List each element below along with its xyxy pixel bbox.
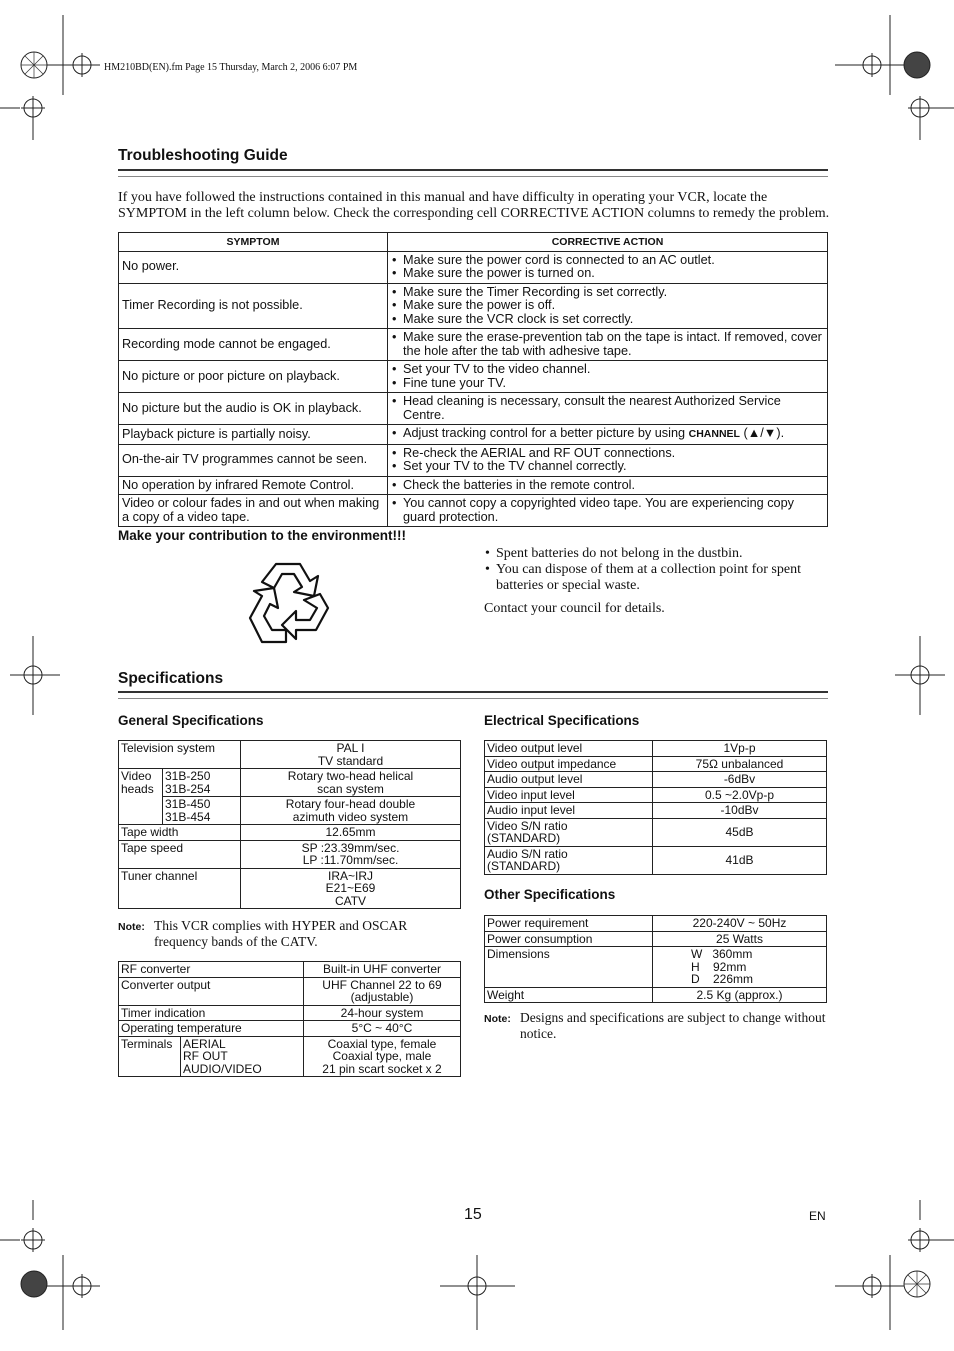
spec-label: Video heads	[119, 769, 163, 825]
other-spec-table	[484, 915, 827, 1003]
table-row	[119, 283, 828, 329]
recycle-icon	[242, 556, 336, 650]
spec-value: 1Vp-p	[653, 741, 827, 757]
file-header: HM210BD(EN).fm Page 15 Thursday, March 2, 2006 6:07 PM	[104, 62, 358, 73]
action-item	[391, 254, 824, 268]
title-rule	[118, 691, 828, 699]
language-code: EN	[809, 1209, 826, 1223]
symptom-cell: Playback picture is partially noisy.	[119, 425, 388, 445]
spec-label: Tuner channel	[119, 868, 241, 909]
table-row	[119, 361, 828, 393]
action-cell	[388, 393, 828, 425]
action-cell	[388, 251, 828, 283]
spec-label: Audio output level	[485, 772, 653, 788]
channel-button-label: CHANNEL	[688, 428, 740, 440]
action-text: Head cleaning is necessary, consult the nearest Authorized Service Centre.	[403, 394, 781, 422]
action-text: Set your TV to the video channel.	[403, 362, 591, 376]
spec-label: Audio input level	[485, 803, 653, 819]
action-item	[391, 313, 824, 327]
table-row	[485, 756, 827, 772]
spec-value: 41dB	[653, 846, 827, 874]
action-text: Adjust tracking control for a better picture by using	[403, 426, 686, 440]
table-row	[119, 476, 828, 495]
spec-value: Coaxial type, female Coaxial type, male 21 pin scart socket x 2	[304, 1036, 461, 1077]
spec-label: RF converter	[119, 962, 304, 978]
action-item	[391, 377, 824, 391]
spec-value: 75Ω unbalanced	[653, 756, 827, 772]
spec-label: Timer indication	[119, 1005, 304, 1021]
spec-label: Dimensions	[485, 947, 653, 988]
note-text: Designs and specifications are subject to change without notice.	[520, 1010, 826, 1041]
action-cell	[388, 495, 828, 527]
general-spec-table	[118, 740, 461, 909]
action-item	[391, 395, 824, 422]
rf-spec-table	[118, 961, 461, 1077]
table-row	[485, 787, 827, 803]
action-text: Make sure the VCR clock is set correctly.	[403, 311, 634, 326]
table-row	[119, 329, 828, 361]
spec-value: 0.5 ~2.0Vp-p	[653, 787, 827, 803]
spec-value: SP :23.39mm/sec. LP :11.70mm/sec.	[241, 840, 461, 868]
action-text: Make sure the power is turned on.	[403, 266, 595, 280]
action-text: You cannot copy a copyrighted video tape. You are experiencing copy guard protection.	[403, 496, 795, 524]
action-cell	[388, 329, 828, 361]
spec-label: Weight	[485, 987, 653, 1003]
action-item	[391, 286, 824, 300]
action-cell	[388, 476, 828, 495]
environment-bullet: • Spent batteries do not belong in the dustbin.	[484, 546, 824, 562]
table-row	[485, 846, 827, 874]
action-item	[391, 331, 824, 358]
table-row	[119, 393, 828, 425]
table-row	[485, 772, 827, 788]
symptom-cell: No picture or poor picture on playback.	[119, 361, 388, 393]
action-item	[391, 479, 824, 493]
spec-value: UHF Channel 22 to 69 (adjustable)	[304, 977, 461, 1005]
environment-title: Make your contribution to the environment!!!	[118, 528, 407, 543]
table-row	[119, 425, 828, 445]
spec-value: Rotary four-head double azimuth video system	[241, 797, 461, 825]
action-item	[391, 299, 824, 313]
spec-label: Converter output	[119, 977, 304, 1005]
other-note	[484, 1010, 829, 1041]
title-rule	[118, 169, 828, 177]
action-text: Check the batteries in the remote control.	[403, 477, 636, 492]
electrical-spec-table	[484, 740, 827, 875]
general-note	[118, 918, 463, 949]
action-item	[391, 267, 824, 281]
action-text: Make sure the power cord is connected to an AC outlet.	[403, 252, 715, 267]
symptom-cell: No operation by infrared Remote Control.	[119, 476, 388, 495]
symptom-cell: Video or colour fades in and out when making a copy of a video tape.	[119, 495, 388, 527]
spec-label: Tape width	[119, 825, 241, 841]
action-item	[391, 460, 824, 474]
table-row	[485, 818, 827, 846]
symptom-cell: On-the-air TV programmes cannot be seen.	[119, 444, 388, 476]
symptom-cell: Timer Recording is not possible.	[119, 283, 388, 329]
spec-label: Video S/N ratio (STANDARD)	[485, 818, 653, 846]
table-row	[119, 251, 828, 283]
action-text: Set your TV to the TV channel correctly.	[403, 459, 627, 473]
environment-bullet: • You can dispose of them at a collection point for spent batteries or special waste.	[484, 562, 824, 594]
action-cell	[388, 444, 828, 476]
electrical-spec-title: Electrical Specifications	[484, 713, 640, 728]
note-text: This VCR complies with HYPER and OSCAR frequency bands of the CATV.	[154, 918, 408, 949]
spec-model: 31B-250 31B-254	[163, 769, 241, 797]
other-spec-title: Other Specifications	[484, 887, 616, 902]
spec-label: Video input level	[485, 787, 653, 803]
troubleshooting-intro: If you have followed the instructions contained in this manual and have difficulty in operating your VCR, locate the SYMPTOM in the left column below. Check the corresponding cell CORRECTIVE ACTION columns to remedy the problem.	[118, 190, 830, 221]
action-cell	[388, 361, 828, 393]
action-item	[391, 447, 824, 461]
spec-value: IRA~IRJ E21~E69 CATV	[241, 868, 461, 909]
spec-value: W 360mm H 92mm D 226mm	[653, 947, 827, 988]
spec-value: 220-240V ~ 50Hz	[653, 916, 827, 932]
table-row	[119, 444, 828, 476]
action-text: Make sure the power is off.	[403, 298, 556, 312]
spec-label: Power requirement	[485, 916, 653, 932]
spec-label: Audio S/N ratio (STANDARD)	[485, 846, 653, 874]
channel-arrows: (▲/▼).	[739, 426, 785, 440]
column-header-action: CORRECTIVE ACTION	[388, 233, 828, 252]
environment-contact: Contact your council for details.	[484, 601, 665, 616]
action-item	[391, 497, 824, 524]
spec-value: -10dBv	[653, 803, 827, 819]
troubleshooting-title: Troubleshooting Guide	[118, 147, 288, 164]
spec-value: Built-in UHF converter	[304, 962, 461, 978]
spec-value: Rotary two-head helical scan system	[241, 769, 461, 797]
spec-value: 12.65mm	[241, 825, 461, 841]
symptom-cell: No picture but the audio is OK in playback.	[119, 393, 388, 425]
page-number: 15	[464, 1206, 482, 1223]
action-text: Make sure the Timer Recording is set correctly.	[403, 284, 668, 299]
spec-value: 5°C ~ 40°C	[304, 1021, 461, 1037]
spec-value: 25 Watts	[653, 931, 827, 947]
spec-label: Video output level	[485, 741, 653, 757]
symptom-cell: Recording mode cannot be engaged.	[119, 329, 388, 361]
spec-terminal-names: AERIAL RF OUT AUDIO/VIDEO	[181, 1036, 304, 1077]
action-cell	[388, 283, 828, 329]
table-row	[119, 495, 828, 527]
table-row	[485, 803, 827, 819]
action-item	[391, 363, 824, 377]
specifications-title: Specifications	[118, 670, 224, 687]
spec-value: PAL I TV standard	[241, 741, 461, 769]
table-row	[485, 741, 827, 757]
spec-label: Terminals	[119, 1036, 181, 1077]
spec-value: 45dB	[653, 818, 827, 846]
spec-model: 31B-450 31B-454	[163, 797, 241, 825]
action-text: Re-check the AERIAL and RF OUT connections.	[403, 445, 676, 460]
action-cell	[388, 425, 828, 445]
spec-value: 2.5 Kg (approx.)	[653, 987, 827, 1003]
spec-label: Operating temperature	[119, 1021, 304, 1037]
action-text: Fine tune your TV.	[403, 375, 506, 390]
symptom-cell: No power.	[119, 251, 388, 283]
general-spec-title: General Specifications	[118, 713, 264, 728]
spec-value: -6dBv	[653, 772, 827, 788]
note-label: Note:	[484, 1013, 511, 1025]
action-text: Make sure the erase-prevention tab on the tape is intact. If removed, cover the hole after the tab with adhesive tape.	[403, 330, 822, 358]
environment-bullets	[484, 546, 824, 594]
action-item	[391, 427, 824, 442]
spec-label: Tape speed	[119, 840, 241, 868]
spec-label: Power consumption	[485, 931, 653, 947]
troubleshooting-table	[118, 232, 828, 527]
note-label: Note:	[118, 921, 145, 933]
spec-label: Video output impedance	[485, 756, 653, 772]
column-header-symptom: SYMPTOM	[119, 233, 388, 252]
spec-label: Television system	[119, 741, 241, 769]
spec-value: 24-hour system	[304, 1005, 461, 1021]
